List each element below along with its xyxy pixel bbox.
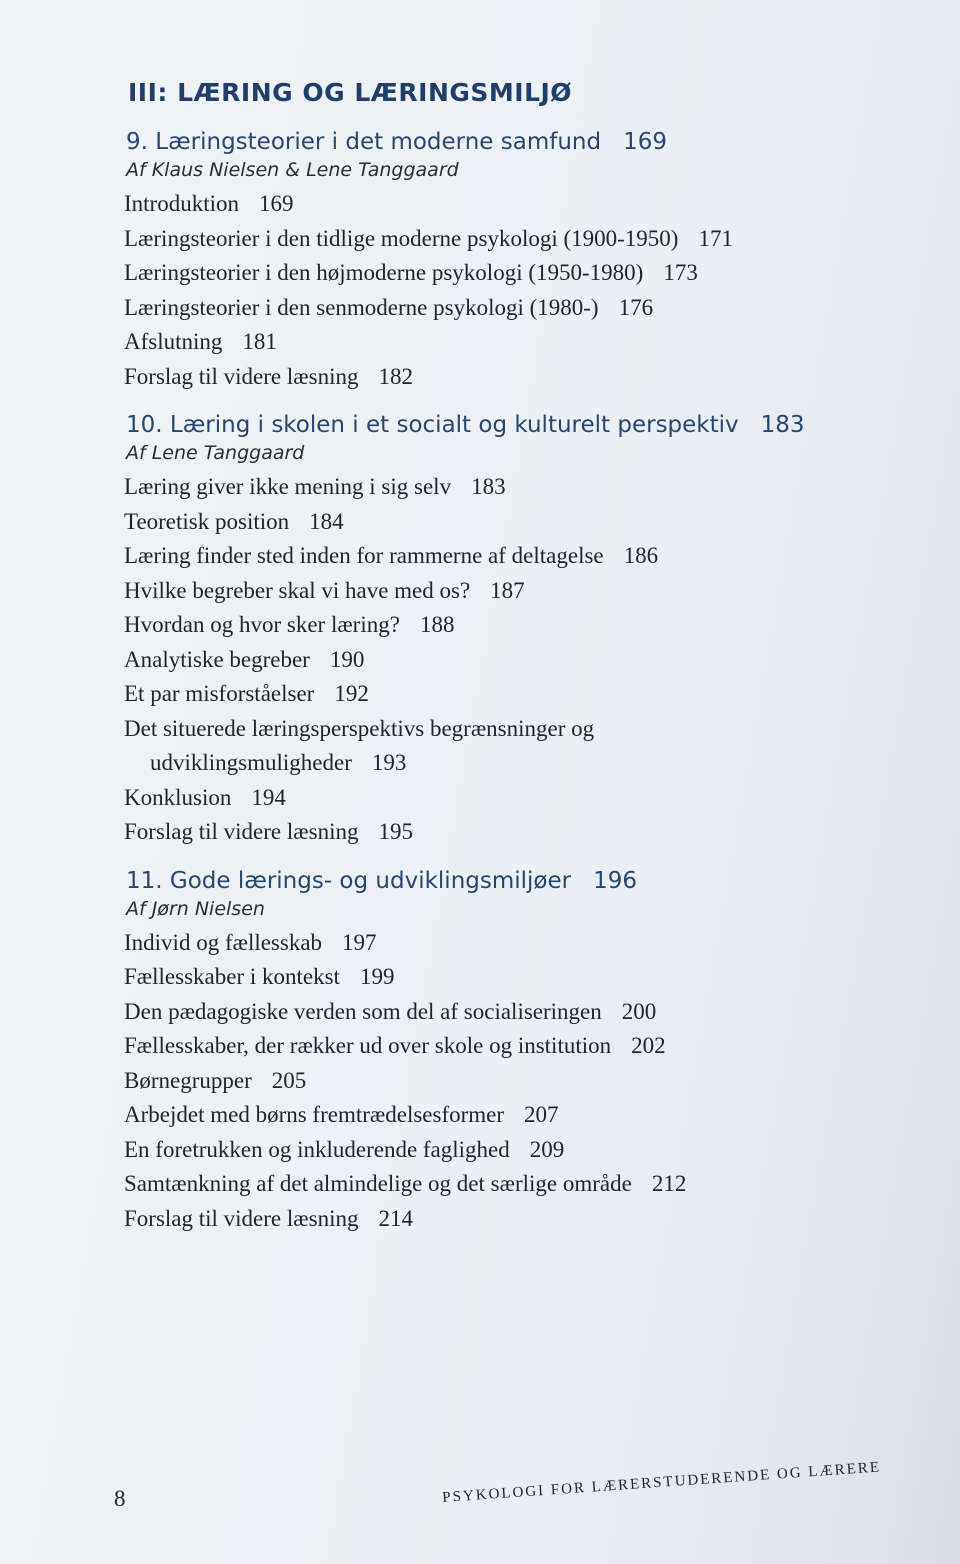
- toc-entry: Læringsteorier i den tidlige moderne psykologi (1900-1950) 171: [124, 225, 733, 251]
- toc-entry: Konklusion 194: [124, 784, 286, 810]
- toc-entry: Læring giver ikke mening i sig selv 183: [124, 474, 506, 499]
- toc-entry: Forslag til videre læsning 214: [124, 1205, 413, 1231]
- toc-entry: Teoretisk position 184: [124, 508, 344, 534]
- chapter-author: Af Lene Tanggaard: [126, 442, 305, 464]
- chapter-page: 196: [593, 867, 638, 894]
- toc-entry: Et par misforståelser 192: [124, 681, 369, 706]
- chapter-page: 183: [760, 412, 805, 438]
- toc-entry: Afslutning 181: [124, 329, 277, 354]
- toc-entry: Hvordan og hvor sker læring? 188: [124, 612, 455, 637]
- toc-entry: Læring finder sted inden for rammerne af deltagelse 186: [124, 543, 659, 568]
- toc-entry: Analytiske begreber 190: [124, 646, 365, 672]
- toc-entry: Forslag til videre læsning 195: [124, 819, 413, 844]
- toc-entry: Forslag til videre læsning 182: [124, 363, 413, 389]
- entry-list: [118, 470, 918, 850]
- toc-entry: Fællesskaber, der rækker ud over skole og institution 202: [124, 1033, 666, 1058]
- toc-entry: Fællesskaber i kontekst 199: [124, 964, 395, 989]
- toc-entry: Børnegrupper 205: [124, 1067, 307, 1093]
- chapter-11: [118, 868, 918, 1237]
- toc-entry: Hvilke begreber skal vi have med os? 187: [124, 577, 525, 603]
- toc-entry: Introduktion 169: [124, 191, 294, 216]
- toc-entry: Læringsteorier i den senmoderne psykologi (1980-) 176: [124, 294, 654, 320]
- toc-entry: Individ og fællesskab 197: [124, 929, 377, 955]
- toc-entry: Den pædagogiske verden som del af socialiseringen 200: [124, 998, 657, 1024]
- chapter-title: 11. Gode lærings- og udviklingsmiljøer 196: [126, 867, 638, 894]
- part-heading: III: LÆRING OG LÆRINGSMILJØ: [128, 78, 573, 107]
- chapter-author: Af Jørn Nielsen: [126, 897, 265, 920]
- chapter-10: [118, 412, 918, 850]
- chapter-9: [118, 129, 918, 394]
- running-footer-title: PSYKOLOGI FOR LÆRERSTUDERENDE OG LÆRERE: [441, 1459, 882, 1507]
- toc-entry: En foretrukken og inkluderende faglighed 209: [124, 1136, 565, 1162]
- toc-entry: Samtænkning af det almindelige og det særlige område 212: [124, 1171, 687, 1196]
- chapter-title: 10. Læring i skolen i et socialt og kulturelt perspektiv 183: [126, 412, 805, 438]
- toc-entry: Læringsteorier i den højmoderne psykologi (1950-1980) 173: [124, 260, 698, 285]
- toc-entry: Arbejdet med børns fremtrædelsesformer 207: [124, 1102, 559, 1127]
- toc-content: [118, 78, 918, 1254]
- entry-list: [118, 187, 918, 394]
- toc-entry: Det situerede læringsperspektivs begrænsninger og udviklingsmuligheder 193: [124, 715, 595, 775]
- chapter-author: Af Klaus Nielsen & Lene Tanggaard: [126, 159, 459, 181]
- chapter-page: 169: [623, 129, 667, 155]
- chapter-title: 9. Læringsteorier i det moderne samfund 169: [126, 129, 667, 155]
- entry-list: [118, 926, 918, 1237]
- page-number: 8: [114, 1486, 126, 1511]
